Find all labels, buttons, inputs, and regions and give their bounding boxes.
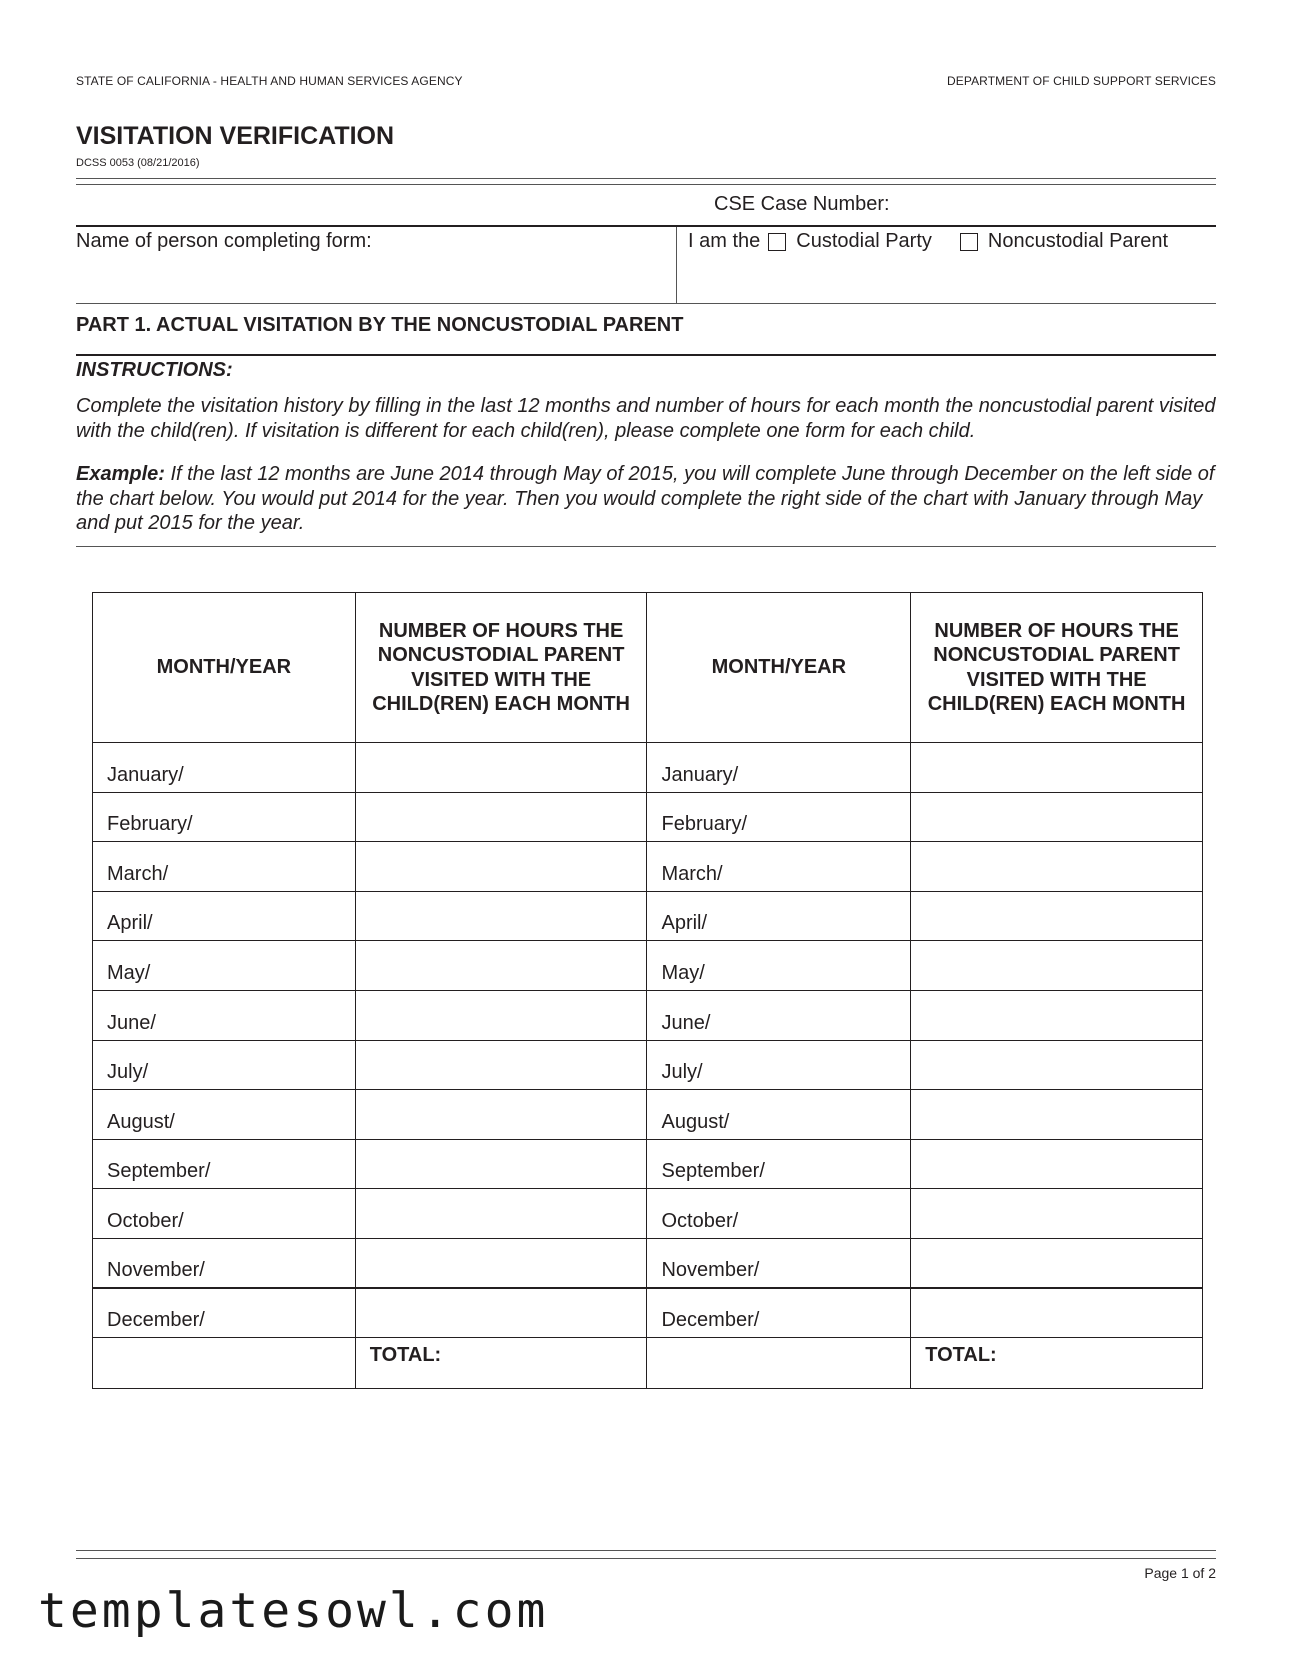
hours-input-cell[interactable] [355, 891, 647, 941]
noncustodial-parent-checkbox[interactable] [960, 233, 978, 251]
role-prefix: I am the [688, 230, 761, 252]
table-row [93, 891, 1203, 941]
form-number: DCSS 0053 (08/21/2016) [76, 157, 200, 169]
month-year-cell[interactable]: March/ [93, 842, 356, 892]
hours-input-cell[interactable] [911, 1139, 1203, 1189]
agency-name: STATE OF CALIFORNIA - HEALTH AND HUMAN SERVICES AGENCY [76, 74, 463, 88]
table-row [93, 1040, 1203, 1090]
total-blank-cell [93, 1338, 356, 1389]
example-body: If the last 12 months are June 2014 through May of 2015, you will complete June through December on the left side of the chart below. You would put 2014 for the year. Then you would complete the right side of the chart with January through May and put 2015 for the year. [76, 463, 1215, 534]
form-title: VISITATION VERIFICATION [76, 122, 395, 150]
divider [76, 303, 1216, 304]
divider [76, 184, 1216, 185]
month-year-cell[interactable]: February/ [93, 792, 356, 842]
month-year-cell[interactable]: December/ [93, 1288, 356, 1338]
hours-header: NUMBER OF HOURS THE NONCUSTODIAL PARENT VISITED WITH THE CHILD(REN) EACH MONTH [911, 593, 1203, 743]
table-row [93, 743, 1203, 793]
hours-input-cell[interactable] [355, 941, 647, 991]
example-label: Example: [76, 463, 165, 485]
hours-input-cell[interactable] [355, 1189, 647, 1239]
month-year-cell[interactable]: November/ [647, 1238, 911, 1288]
table-row [93, 941, 1203, 991]
total-row [93, 1338, 1203, 1389]
month-year-cell[interactable]: May/ [93, 941, 356, 991]
month-year-cell[interactable]: April/ [93, 891, 356, 941]
hours-header: NUMBER OF HOURS THE NONCUSTODIAL PARENT VISITED WITH THE CHILD(REN) EACH MONTH [355, 593, 647, 743]
table-header-row [93, 593, 1203, 743]
table-row [93, 842, 1203, 892]
part-1-title: PART 1. ACTUAL VISITATION BY THE NONCUSTODIAL PARENT [76, 314, 684, 336]
table-row [93, 1238, 1203, 1288]
month-year-cell[interactable]: April/ [647, 891, 911, 941]
month-year-cell[interactable]: February/ [647, 792, 911, 842]
table-row [93, 990, 1203, 1040]
month-year-cell[interactable]: May/ [647, 941, 911, 991]
month-year-cell[interactable]: July/ [93, 1040, 356, 1090]
hours-input-cell[interactable] [911, 842, 1203, 892]
instructions-heading: INSTRUCTIONS: [76, 359, 233, 381]
hours-input-cell[interactable] [355, 1238, 647, 1288]
custodial-party-checkbox[interactable] [768, 233, 786, 251]
hours-input-cell[interactable] [355, 743, 647, 793]
hours-input-cell[interactable] [911, 1238, 1203, 1288]
hours-input-cell[interactable] [911, 792, 1203, 842]
month-year-cell[interactable]: December/ [647, 1288, 911, 1338]
name-field-label: Name of person completing form: [76, 230, 372, 252]
divider [76, 546, 1216, 547]
month-year-cell[interactable]: January/ [93, 743, 356, 793]
field-divider [676, 227, 677, 303]
table-row [93, 1090, 1203, 1140]
table-row [93, 1139, 1203, 1189]
case-number-field-line[interactable] [76, 225, 1216, 227]
case-number-label: CSE Case Number: [714, 193, 890, 215]
total-blank-cell [647, 1338, 911, 1389]
divider [76, 354, 1216, 356]
hours-input-cell[interactable] [911, 1040, 1203, 1090]
month-year-cell[interactable]: June/ [647, 990, 911, 1040]
month-year-header: MONTH/YEAR [93, 593, 356, 743]
month-year-cell[interactable]: October/ [93, 1189, 356, 1239]
month-year-cell[interactable]: June/ [93, 990, 356, 1040]
hours-input-cell[interactable] [911, 941, 1203, 991]
hours-input-cell[interactable] [911, 1288, 1203, 1338]
watermark: templatesowl.com [38, 1583, 549, 1639]
hours-input-cell[interactable] [911, 1189, 1203, 1239]
hours-input-cell[interactable] [355, 1090, 647, 1140]
hours-input-cell[interactable] [911, 990, 1203, 1040]
hours-input-cell[interactable] [911, 891, 1203, 941]
table-row [93, 1189, 1203, 1239]
hours-input-cell[interactable] [911, 743, 1203, 793]
hours-input-cell[interactable] [355, 990, 647, 1040]
month-year-cell[interactable]: October/ [647, 1189, 911, 1239]
hours-input-cell[interactable] [355, 842, 647, 892]
role-selector [688, 230, 1168, 253]
month-year-cell[interactable]: August/ [93, 1090, 356, 1140]
hours-input-cell[interactable] [355, 792, 647, 842]
month-year-cell[interactable]: August/ [647, 1090, 911, 1140]
month-year-cell[interactable]: September/ [93, 1139, 356, 1189]
department-name: DEPARTMENT OF CHILD SUPPORT SERVICES [947, 74, 1216, 88]
table-row [93, 1288, 1203, 1338]
month-year-cell[interactable]: July/ [647, 1040, 911, 1090]
visitation-table [92, 592, 1203, 1389]
footer-divider [76, 1558, 1216, 1559]
hours-input-cell[interactable] [355, 1139, 647, 1189]
month-year-cell[interactable]: September/ [647, 1139, 911, 1189]
hours-input-cell[interactable] [355, 1040, 647, 1090]
example-text [76, 462, 1222, 536]
month-year-cell[interactable]: November/ [93, 1238, 356, 1288]
table-row [93, 792, 1203, 842]
page-number: Page 1 of 2 [1144, 1565, 1216, 1581]
noncustodial-parent-label: Noncustodial Parent [987, 230, 1168, 252]
month-year-cell[interactable]: January/ [647, 743, 911, 793]
hours-input-cell[interactable] [911, 1090, 1203, 1140]
custodial-party-label: Custodial Party [796, 230, 932, 252]
instructions-text: Complete the visitation history by filling in the last 12 months and number of hours for each month the noncustodial parent visited with the child(ren). If visitation is different for each child(ren), please complete one form for each child. [76, 395, 1216, 442]
divider [76, 178, 1216, 179]
total-label: TOTAL: [355, 1338, 647, 1389]
total-label: TOTAL: [911, 1338, 1203, 1389]
hours-input-cell[interactable] [355, 1288, 647, 1338]
month-year-header: MONTH/YEAR [647, 593, 911, 743]
month-year-cell[interactable]: March/ [647, 842, 911, 892]
footer-divider [76, 1550, 1216, 1551]
